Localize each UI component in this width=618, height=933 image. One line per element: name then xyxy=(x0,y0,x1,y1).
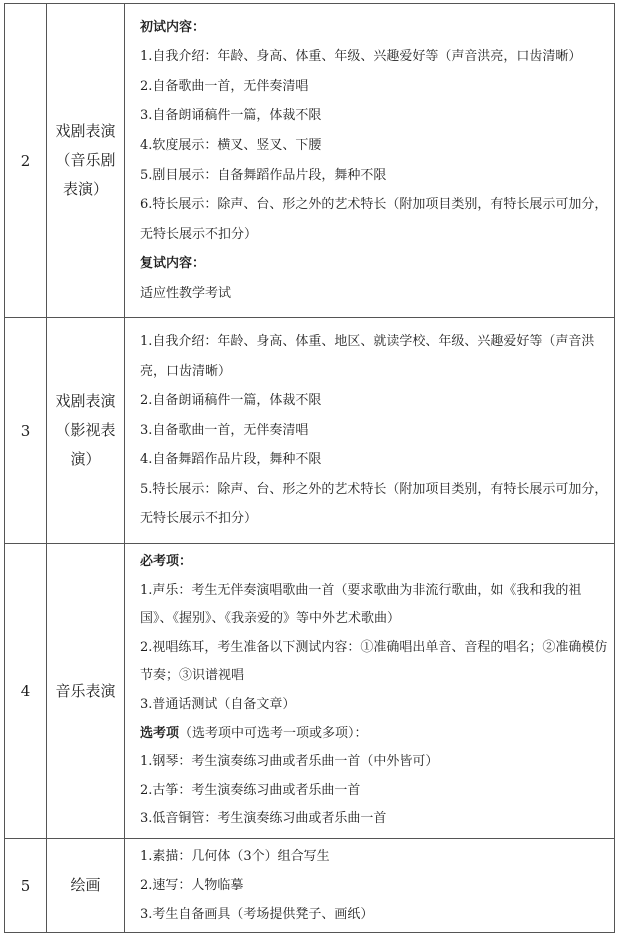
row-number: 4 xyxy=(5,544,47,839)
exam-content-table xyxy=(4,3,615,933)
list-item: 4.软度展示：横叉、竖叉、下腰 xyxy=(140,137,322,153)
list-item: 1.声乐：考生无伴奏演唱歌曲一首（要求歌曲为非流行歌曲，如《我和我的祖国》、《握别》、《我亲爱的》等中外艺术歌曲） xyxy=(140,582,582,627)
retest-heading: 复试内容： xyxy=(140,256,206,272)
optional-heading: 选考项 xyxy=(140,725,180,741)
table-row xyxy=(5,318,615,544)
list-item: 1.素描：几何体（3个）组合写生 xyxy=(140,849,330,864)
list-item: 5.剧目展示：自备舞蹈作品片段，舞种不限 xyxy=(140,167,387,183)
list-item: 2.古筝：考生演奏练习曲或者乐曲一首 xyxy=(140,782,361,798)
list-item: 1.自我介绍：年龄、身高、体重、地区、就读学校、年级、兴趣爱好等（声音洪亮，口齿清晰） xyxy=(140,333,595,379)
content-cell xyxy=(125,318,615,544)
table-row xyxy=(5,544,615,839)
category-line: 演） xyxy=(70,450,101,468)
category-line: （影视表 xyxy=(55,421,116,439)
list-item: 6.特长展示：除声、台、形之外的艺术特长（附加项目类别，有特长展示可加分，无特长展示不扣分） xyxy=(140,197,608,242)
category-cell xyxy=(47,839,125,933)
category-line: 绘画 xyxy=(70,876,101,894)
category-line: 表演） xyxy=(62,180,108,198)
category-line: 戏剧表演 xyxy=(55,392,116,410)
list-item: 3.自备朗诵稿件一篇，体裁不限 xyxy=(140,108,322,124)
table-row xyxy=(5,839,615,933)
list-item: 适应性教学考试 xyxy=(140,285,232,301)
list-item: 1.自我介绍：年龄、身高、体重、年级、兴趣爱好等（声音洪亮，口齿清晰） xyxy=(140,49,582,65)
list-item: 2.自备朗诵稿件一篇，体裁不限 xyxy=(140,393,322,409)
list-item: 2.视唱练耳，考生准备以下测试内容：①准确唱出单音、音程的唱名；②准确模仿节奏；③识谱视唱 xyxy=(140,639,608,684)
list-item: 3.普通话测试（自备文章） xyxy=(140,697,296,712)
row-number: 3 xyxy=(5,318,47,544)
category-line: （音乐剧 xyxy=(55,151,116,169)
content-cell xyxy=(125,544,615,839)
list-item: 2.速写：人物临摹 xyxy=(140,878,244,893)
content-cell xyxy=(125,4,615,318)
required-heading: 必考项： xyxy=(140,554,193,570)
row-number: 5 xyxy=(5,839,47,933)
initial-heading: 初试内容： xyxy=(140,19,206,35)
list-item: 5.特长展示：除声、台、形之外的艺术特长（附加项目类别，有特长展示可加分，无特长展示不扣分） xyxy=(140,481,608,527)
list-item: 1.钢琴：考生演奏练习曲或者乐曲一首（中外皆可） xyxy=(140,754,439,770)
optional-note: （选考项中可选考一项或多项）： xyxy=(179,725,368,741)
category-line: 戏剧表演 xyxy=(55,122,116,140)
table-row xyxy=(5,4,615,318)
optional-heading-line xyxy=(131,720,608,749)
list-item: 3.自备歌曲一首，无伴奏清唱 xyxy=(140,422,309,438)
list-item: 3.考生自备画具（考场提供凳子、画纸） xyxy=(140,907,374,922)
list-item: 4.自备舞蹈作品片段，舞种不限 xyxy=(140,452,322,468)
category-cell xyxy=(47,4,125,318)
list-item: 3.低音铜管：考生演奏练习曲或者乐曲一首 xyxy=(140,811,387,827)
category-cell xyxy=(47,318,125,544)
row-number: 2 xyxy=(5,4,47,318)
category-line: 音乐表演 xyxy=(55,681,116,700)
list-item: 2.自备歌曲一首，无伴奏清唱 xyxy=(140,78,309,94)
content-cell xyxy=(125,839,615,933)
category-cell xyxy=(47,544,125,839)
